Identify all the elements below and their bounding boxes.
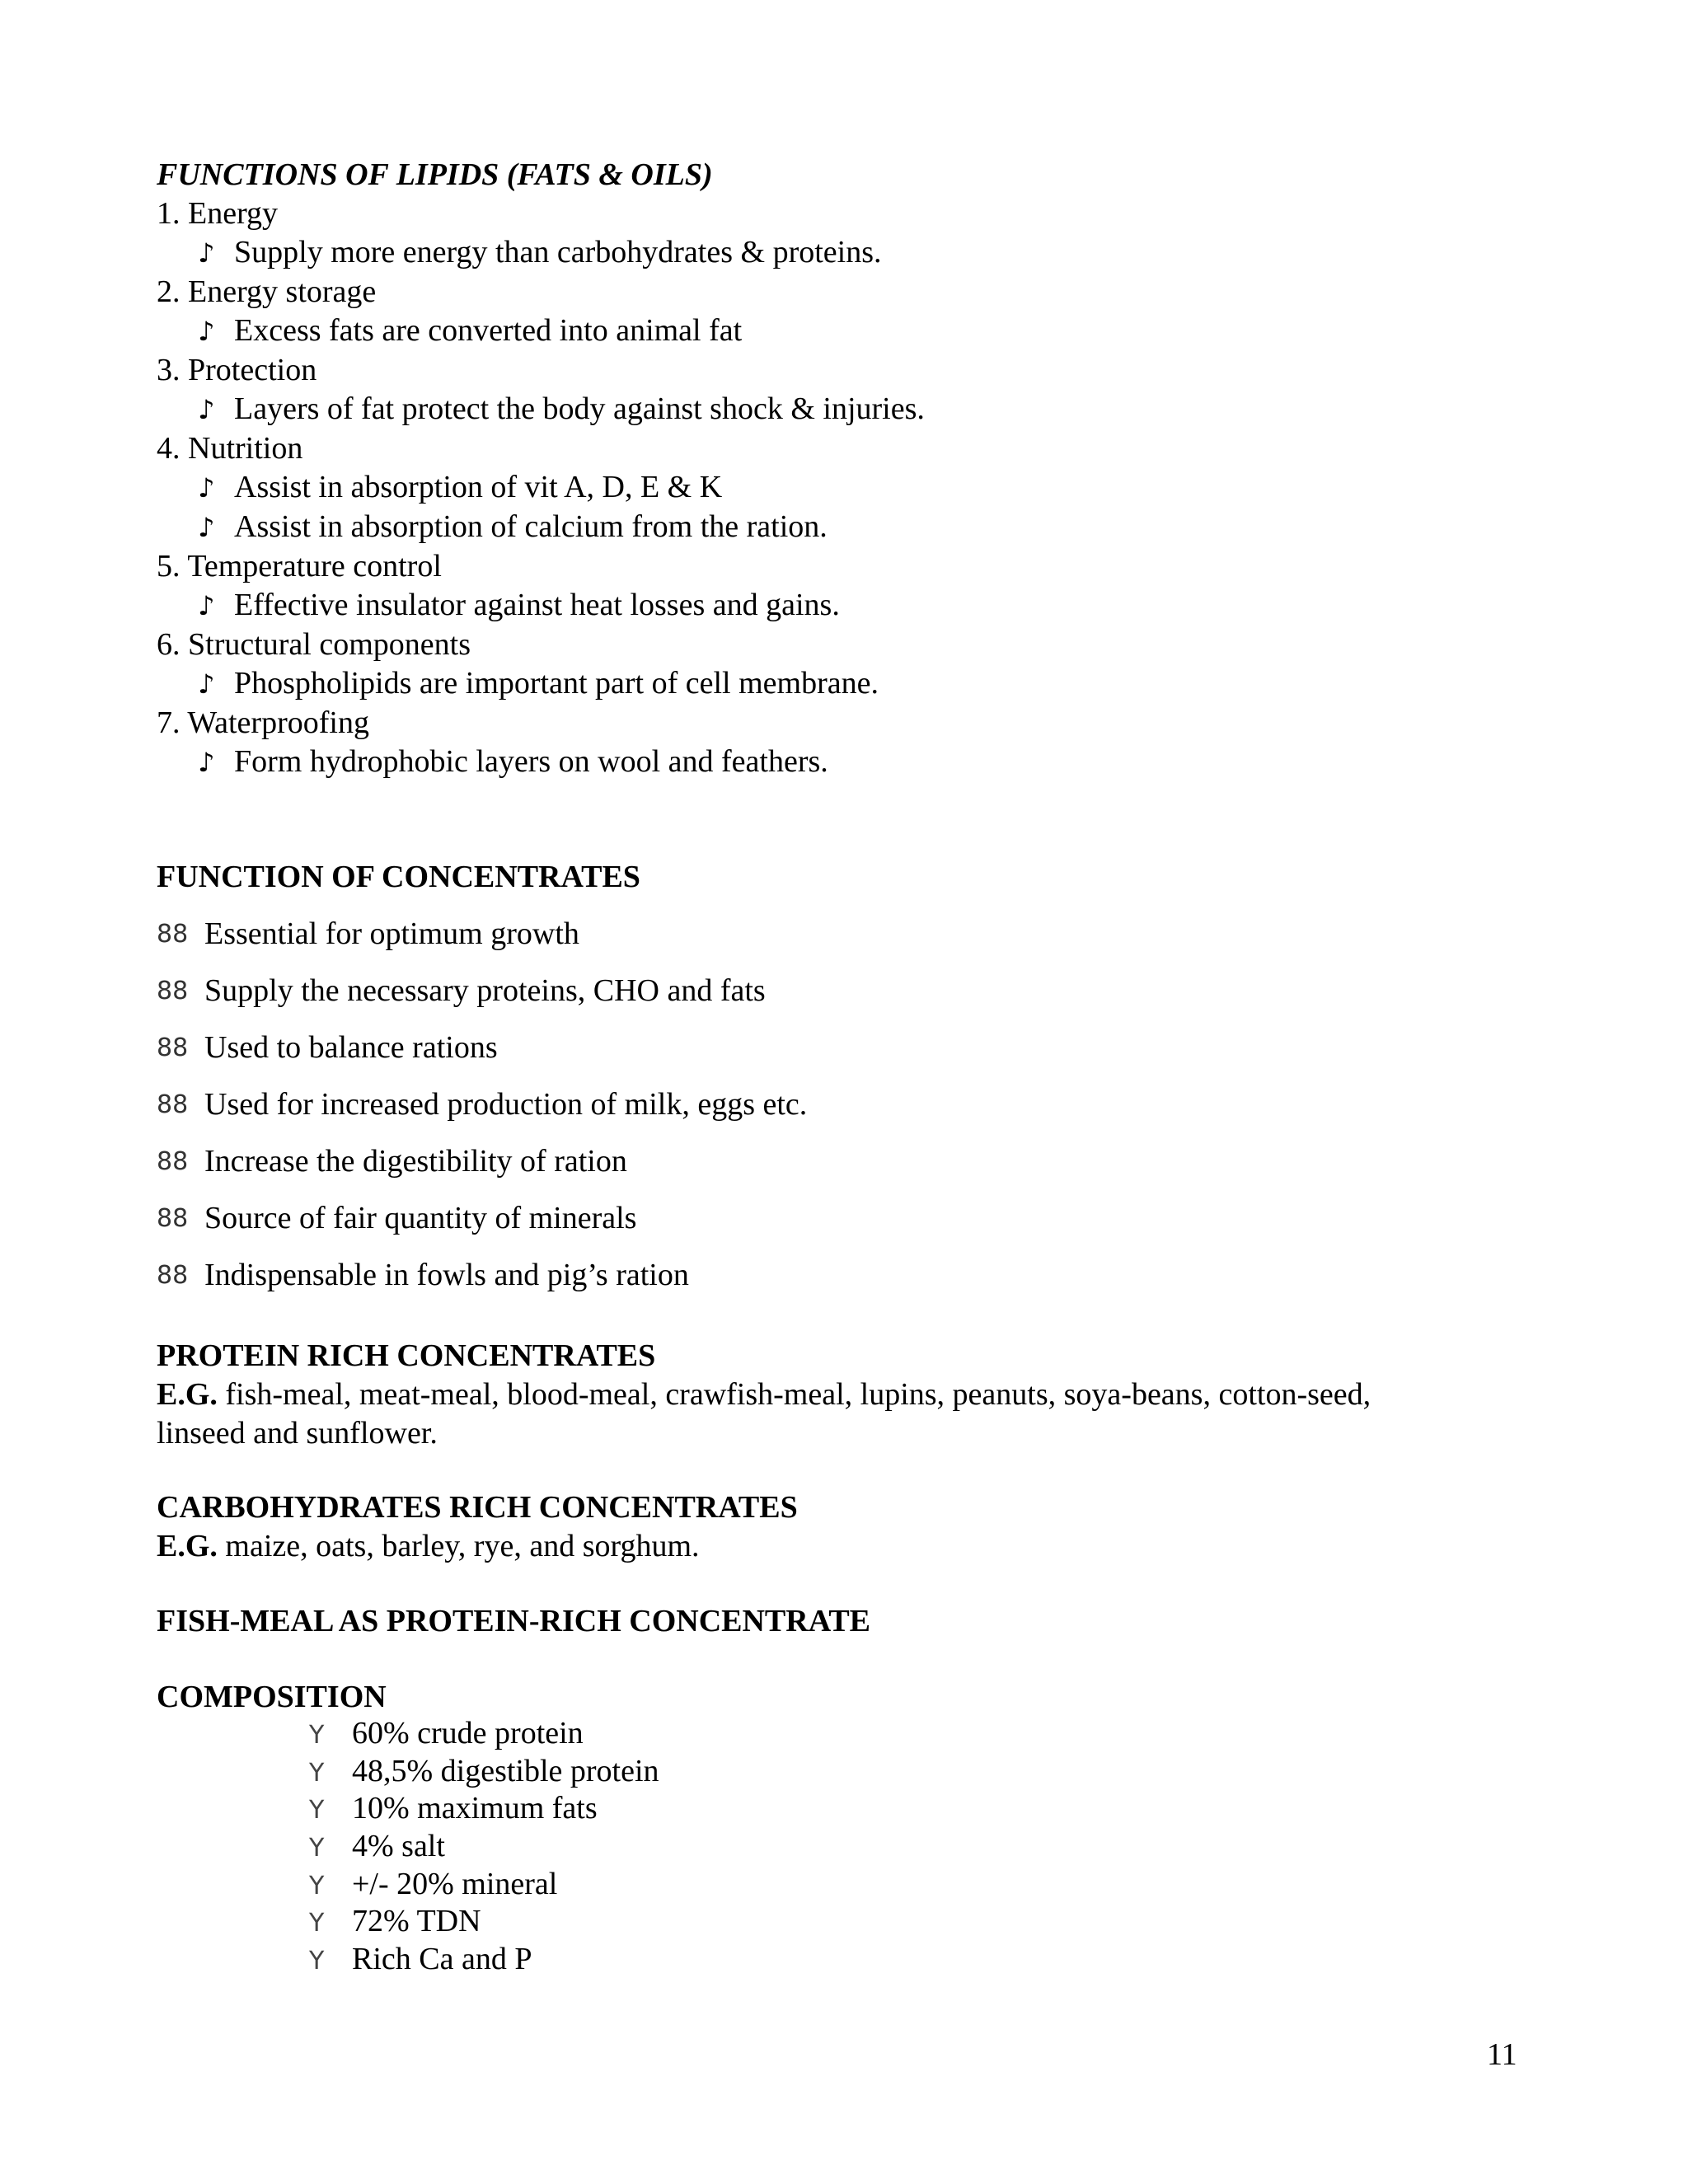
list-item: [157, 1133, 1558, 1190]
list-item-text: Increase the digestibility of ration: [204, 1144, 627, 1179]
glass-bullet-icon: Y: [309, 1834, 325, 1863]
lipid-point-text: Assist in absorption of calcium from the ration.: [234, 509, 828, 544]
square-bullet-icon: 88: [157, 1033, 189, 1062]
composition-item-text: 72% TDN: [352, 1904, 481, 1939]
glass-bullet-icon: Y: [309, 1871, 325, 1900]
list-item-text: Indispensable in fowls and pig’s ration: [204, 1258, 689, 1292]
composition-item-text: 60% crude protein: [352, 1716, 584, 1750]
music-note-bullet-icon: ♪: [198, 668, 215, 700]
list-item-text: Essential for optimum growth: [204, 916, 579, 951]
glass-bullet-icon: Y: [309, 1909, 325, 1938]
lipid-point: [157, 312, 1558, 351]
square-bullet-icon: 88: [157, 920, 189, 949]
music-note-bullet-icon: ♪: [198, 747, 215, 778]
composition-item: [309, 1715, 968, 1753]
composition-heading-block: [157, 1678, 1558, 1717]
composition-item: [309, 1828, 968, 1866]
lipids-heading: FUNCTIONS OF LIPIDS (FATS & OILS): [157, 157, 713, 192]
carb-rich-text: maize, oats, barley, rye, and sorghum.: [217, 1529, 700, 1563]
list-item-text: Used to balance rations: [204, 1030, 498, 1065]
lipid-point-text: Supply more energy than carbohydrates & proteins.: [234, 235, 882, 269]
fishmeal-heading: FISH-MEAL AS PROTEIN-RICH CONCENTRATE: [157, 1604, 871, 1638]
music-note-bullet-icon: ♪: [198, 512, 215, 543]
music-note-bullet-icon: ♪: [198, 472, 215, 504]
composition-item-text: +/- 20% mineral: [352, 1866, 558, 1901]
list-item-text: Used for increased production of milk, eggs etc.: [204, 1087, 808, 1122]
composition-item-text: 4% salt: [352, 1829, 445, 1864]
carb-rich-section: [157, 1488, 1558, 1566]
composition-item: [309, 1903, 968, 1941]
eg-label: E.G.: [157, 1377, 218, 1412]
list-item: [157, 963, 1558, 1019]
lipid-point-text: Assist in absorption of vit A, D, E & K: [234, 470, 723, 504]
lipid-item-title: 3. Protection: [157, 353, 317, 387]
composition-heading: COMPOSITION: [157, 1680, 387, 1714]
composition-item-text: 48,5% digestible protein: [352, 1753, 659, 1788]
composition-item-text: 10% maximum fats: [352, 1791, 598, 1826]
lipid-point: [157, 508, 1558, 547]
composition-item: [309, 1941, 968, 1979]
square-bullet-icon: 88: [157, 1204, 189, 1233]
lipid-point: [157, 743, 1558, 782]
carb-rich-examples: [157, 1527, 1558, 1566]
lipid-point-text: Excess fats are converted into animal fat: [234, 313, 743, 348]
glass-bullet-icon: Y: [309, 1796, 325, 1825]
lipid-point: [157, 586, 1558, 626]
composition-item: [309, 1753, 968, 1791]
lipid-point-text: Layers of fat protect the body against shock & injuries.: [234, 391, 925, 426]
protein-rich-line-1: fish-meal, meat-meal, blood-meal, crawfish-meal, lupins, peanuts, soya-beans, cotton-seed,: [217, 1377, 1372, 1412]
lipid-item-title: 7. Waterproofing: [157, 705, 369, 740]
composition-item-text: Rich Ca and P: [352, 1942, 532, 1977]
square-bullet-icon: 88: [157, 1261, 189, 1290]
lipid-point: [157, 233, 1558, 273]
list-item: [157, 1247, 1558, 1304]
music-note-bullet-icon: ♪: [198, 237, 215, 269]
list-item-text: Supply the necessary proteins, CHO and fats: [204, 973, 766, 1008]
lipid-item-title: 1. Energy: [157, 196, 279, 231]
concentrates-heading-block: [157, 858, 1558, 897]
carb-rich-heading: CARBOHYDRATES RICH CONCENTRATES: [157, 1490, 798, 1525]
lipid-item-title: 5. Temperature control: [157, 549, 442, 583]
music-note-bullet-icon: ♪: [198, 316, 215, 347]
lipids-section: [157, 156, 1558, 782]
lipid-point: [157, 468, 1558, 508]
list-item: [157, 906, 1558, 963]
composition-item: [309, 1866, 968, 1904]
list-item: [157, 1076, 1558, 1133]
protein-rich-line-2: linseed and sunflower.: [157, 1416, 438, 1451]
concentrates-list: [157, 906, 1558, 1304]
square-bullet-icon: 88: [157, 1147, 189, 1176]
page-number: 11: [1487, 2037, 1517, 2072]
glass-bullet-icon: Y: [309, 1758, 325, 1788]
eg-label: E.G.: [157, 1529, 218, 1563]
fishmeal-heading-block: [157, 1602, 1558, 1641]
music-note-bullet-icon: ♪: [198, 590, 215, 621]
composition-list: [309, 1715, 968, 1979]
square-bullet-icon: 88: [157, 1090, 189, 1119]
glass-bullet-icon: Y: [309, 1947, 325, 1976]
protein-rich-heading: PROTEIN RICH CONCENTRATES: [157, 1338, 656, 1373]
composition-item: [309, 1790, 968, 1828]
lipid-item-title: 2. Energy storage: [157, 274, 377, 309]
lipid-point: [157, 390, 1558, 429]
protein-rich-examples: [157, 1376, 1558, 1414]
lipid-item-title: 6. Structural components: [157, 627, 471, 662]
square-bullet-icon: 88: [157, 977, 189, 1005]
glass-bullet-icon: Y: [309, 1721, 325, 1750]
concentrates-heading: FUNCTION OF CONCENTRATES: [157, 860, 640, 894]
list-item: [157, 1190, 1558, 1247]
list-item-text: Source of fair quantity of minerals: [204, 1201, 637, 1235]
list-item: [157, 1019, 1558, 1076]
lipid-point-text: Phospholipids are important part of cell membrane.: [234, 666, 879, 701]
music-note-bullet-icon: ♪: [198, 394, 215, 425]
lipid-point-text: Effective insulator against heat losses and gains.: [234, 588, 840, 622]
lipid-point: [157, 664, 1558, 704]
lipid-point-text: Form hydrophobic layers on wool and feathers.: [234, 744, 828, 779]
protein-rich-section: [157, 1337, 1558, 1453]
lipid-item-title: 4. Nutrition: [157, 431, 303, 466]
